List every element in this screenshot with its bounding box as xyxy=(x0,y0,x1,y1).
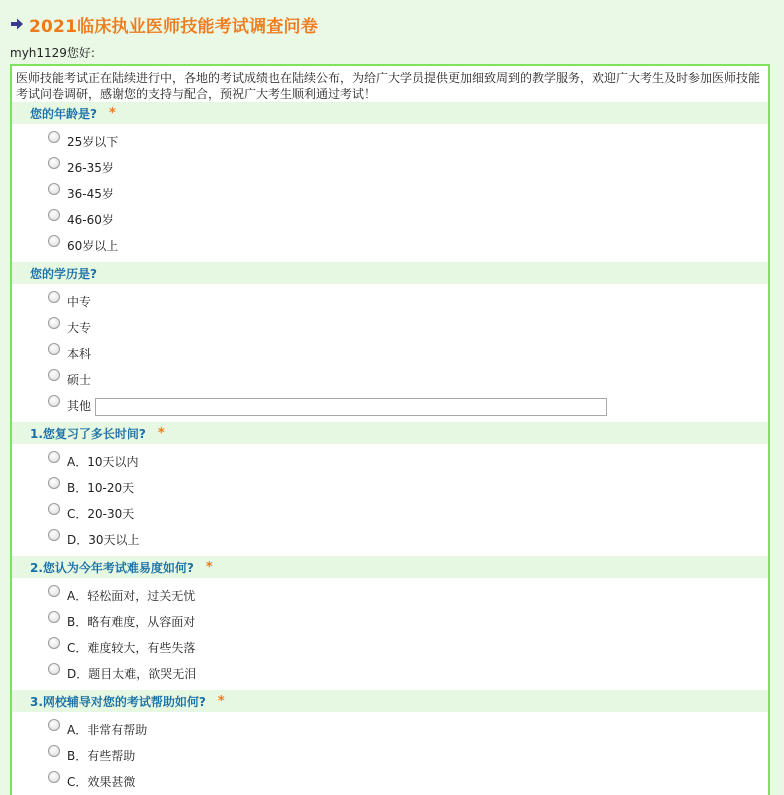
radio-button[interactable] xyxy=(48,771,60,783)
option-label: D．30天以上 xyxy=(67,532,140,547)
option-help-b[interactable] xyxy=(48,746,135,764)
radio-button[interactable] xyxy=(48,369,60,381)
option-label: B．10-20天 xyxy=(67,480,135,495)
option-edu-bachelor[interactable] xyxy=(48,344,91,362)
option-label: C．20-30天 xyxy=(67,506,135,521)
radio-button[interactable] xyxy=(48,719,60,731)
option-label: 大专 xyxy=(67,320,92,335)
option-label: 60岁以上 xyxy=(67,238,119,253)
option-help-c[interactable] xyxy=(48,772,135,790)
radio-button[interactable] xyxy=(48,183,60,195)
option-label: 26-35岁 xyxy=(67,160,114,175)
option-review-d[interactable] xyxy=(48,530,140,548)
radio-button[interactable] xyxy=(48,637,60,649)
question-label: 您的年龄是? xyxy=(30,106,97,121)
option-edu-secondary[interactable] xyxy=(48,292,91,310)
radio-button[interactable] xyxy=(48,663,60,675)
option-edu-other[interactable] xyxy=(48,396,91,414)
option-label: B．略有难度，从容面对 xyxy=(67,614,196,629)
option-age-over-60[interactable] xyxy=(48,236,118,254)
option-label: 硕士 xyxy=(67,372,92,387)
required-mark: * xyxy=(108,105,116,121)
option-label: A．非常有帮助 xyxy=(67,722,148,737)
option-age-46-60[interactable] xyxy=(48,210,114,228)
question-label: 2.您认为今年考试难易度如何? xyxy=(30,560,194,575)
option-label: A．10天以内 xyxy=(67,454,139,469)
option-difficulty-b[interactable] xyxy=(48,612,195,630)
option-age-26-35[interactable] xyxy=(48,158,114,176)
required-mark: * xyxy=(205,559,213,575)
option-label: D．题目太难，欲哭无泪 xyxy=(67,666,197,681)
radio-button[interactable] xyxy=(48,317,60,329)
option-review-c[interactable] xyxy=(48,504,134,522)
question-review-time xyxy=(12,422,768,444)
radio-button[interactable] xyxy=(48,611,60,623)
radio-button[interactable] xyxy=(48,395,60,407)
option-difficulty-d[interactable] xyxy=(48,664,196,682)
radio-button[interactable] xyxy=(48,157,60,169)
option-label: C．效果甚微 xyxy=(67,774,136,789)
option-label: 46-60岁 xyxy=(67,212,114,227)
option-difficulty-a[interactable] xyxy=(48,586,195,604)
user-greeting: myh1129您好: xyxy=(10,46,95,60)
arrow-right-icon xyxy=(10,17,24,31)
option-help-a[interactable] xyxy=(48,720,147,738)
question-label: 3.网校辅导对您的考试帮助如何? xyxy=(30,694,206,709)
survey-form xyxy=(10,64,770,795)
required-mark: * xyxy=(217,693,225,709)
question-difficulty xyxy=(12,556,768,578)
option-label: B．有些帮助 xyxy=(67,748,136,763)
survey-intro: 医师技能考试正在陆续进行中，各地的考试成绩也在陆续公布，为给广大学员提供更加细致周到的教学服务，欢迎广大考生及时参加医师技能考试问卷调研，感谢您的支持与配合，预祝广大考生顺利通过考试！ xyxy=(16,71,761,101)
required-mark: * xyxy=(157,425,165,441)
option-label: 25岁以下 xyxy=(67,134,119,149)
option-age-36-45[interactable] xyxy=(48,184,114,202)
option-edu-master[interactable] xyxy=(48,370,91,388)
radio-button[interactable] xyxy=(48,235,60,247)
question-education xyxy=(12,262,768,284)
radio-button[interactable] xyxy=(48,477,60,489)
option-age-under-25[interactable] xyxy=(48,132,118,150)
radio-button[interactable] xyxy=(48,209,60,221)
option-label: 36-45岁 xyxy=(67,186,114,201)
title-bar xyxy=(10,12,318,36)
radio-button[interactable] xyxy=(48,529,60,541)
question-label: 1.您复习了多长时间? xyxy=(30,426,146,441)
option-review-b[interactable] xyxy=(48,478,134,496)
option-label: A．轻松面对，过关无忧 xyxy=(67,588,196,603)
option-label: 其他 xyxy=(67,398,92,413)
radio-button[interactable] xyxy=(48,745,60,757)
option-label: C．难度较大，有些失落 xyxy=(67,640,196,655)
option-edu-college[interactable] xyxy=(48,318,91,336)
option-label: 本科 xyxy=(67,346,92,361)
radio-button[interactable] xyxy=(48,585,60,597)
option-review-a[interactable] xyxy=(48,452,138,470)
question-label: 您的学历是? xyxy=(30,266,97,281)
radio-button[interactable] xyxy=(48,343,60,355)
option-difficulty-c[interactable] xyxy=(48,638,195,656)
radio-button[interactable] xyxy=(48,131,60,143)
radio-button[interactable] xyxy=(48,451,60,463)
radio-button[interactable] xyxy=(48,291,60,303)
other-education-input[interactable] xyxy=(95,398,607,416)
radio-button[interactable] xyxy=(48,503,60,515)
page-title: 2021临床执业医师技能考试调查问卷 xyxy=(29,16,318,37)
question-online-help xyxy=(12,690,768,712)
option-label: 中专 xyxy=(67,294,92,309)
question-age xyxy=(12,102,768,124)
